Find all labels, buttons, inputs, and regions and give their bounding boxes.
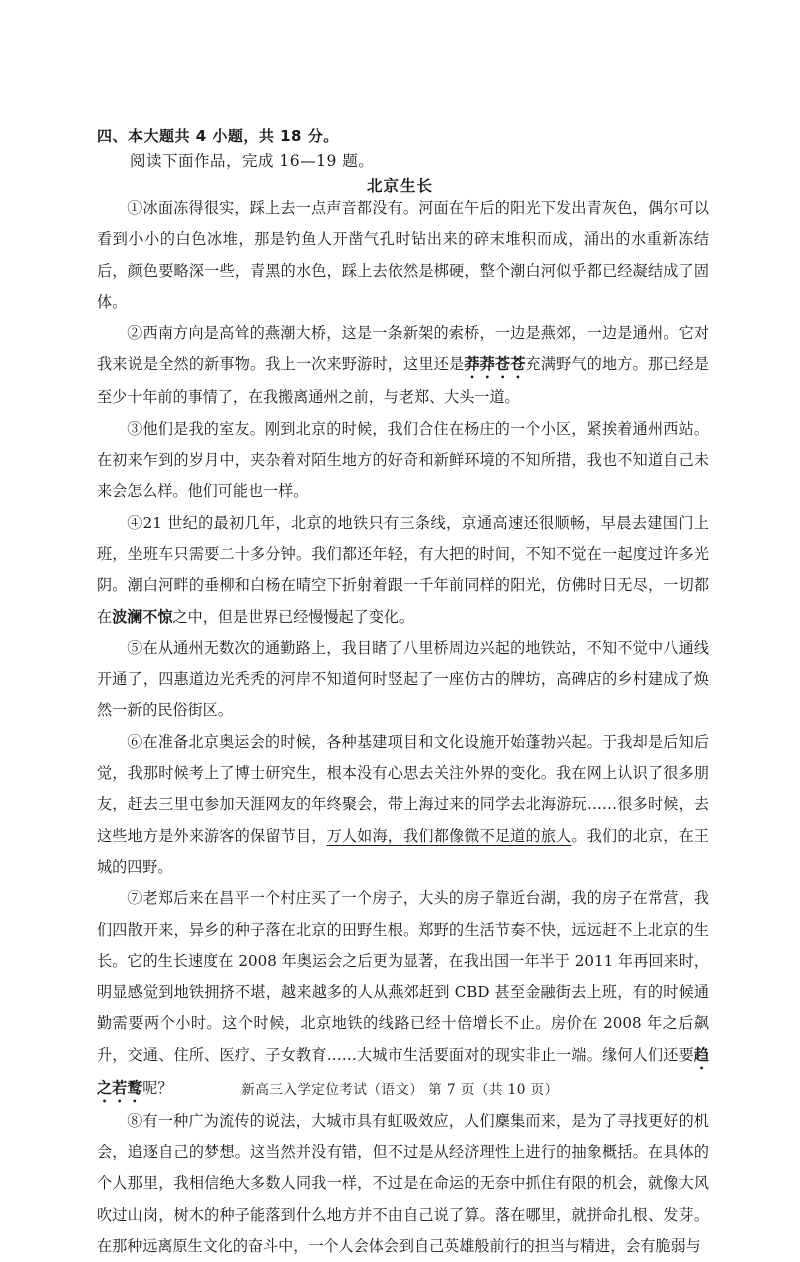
paragraph-1: ①冰面冻得很实，踩上去一点声音都没有。河面在午后的阳光下发出青灰色，偶尔可以看到小小的白色冰堆，那是钓鱼人开凿气孔时钻出来的碎末堆积而成，涌出的水重新冻结后，颜色要略深一些，青黑的水色，踩上去依然是梆硬，整个潮白河似乎都已经凝结成了固体。	[97, 199, 709, 311]
paragraph-6-text-b: 。我们的北京，在王城的四野。	[97, 826, 709, 876]
paragraph-2-text-b: 充满野气的地方。那已经是至少十年前的事情了，在我搬离通州之前，与老郑、大头一道。	[97, 355, 709, 407]
article-body	[97, 193, 709, 1262]
emphasized-word-bolan-bujing: 波澜不惊	[112, 607, 173, 626]
paragraph-4-text-a: ④21 世纪的最初几年，北京的地铁只有三条线，京通高速还很顺畅，早晨去建国门上班，坐班车只需要二十多分钟。我们都还年轻，有大把的时间，不知不觉在一起度过许多光阴。潮白河畔的垂柳和白杨在晴空下折射着跟一千年前同样的阳光，仿佛时日无尽，一切都在	[97, 513, 709, 626]
paragraph-6-text-a: ⑥在准备北京奥运会的时候，各种基建项目和文化设施开始蓬勃兴起。于我却是后知后觉，我那时候考上了博士研究生，根本没有心思去关注外界的变化。我在网上认识了很多朋友，赶去三里屯参加天涯网友的年终聚会，带上海过来的同学去北海游玩……很多时候，去这些地方是外来游客的保留节目，	[97, 732, 709, 845]
reading-instruction: 阅读下面作品，完成 16—19 题。	[130, 152, 375, 170]
page-footer: 新高三入学定位考试（语文） 第 7 页（共 10 页）	[241, 1082, 559, 1098]
paragraph-4-text-b: 之中，但是世界已经慢慢起了变化。	[172, 607, 415, 626]
paragraph-2-text-a: ②西南方向是高耸的燕潮大桥，这是一条新架的索桥，一边是燕郊，一边是通州。它对我来说是全然的新事物。我上一次来野游时，这里还是	[97, 324, 709, 374]
paragraph-3: ③他们是我的室友。刚到北京的时候，我们合住在杨庄的一个小区，紧挨着通州西站。在初来乍到的岁月中，夹杂着对陌生地方的好奇和新鲜环境的不知所措，我也不知道自己未来会怎么样。他们可能也一样。	[97, 419, 709, 501]
paragraph-6	[97, 727, 709, 883]
emphasized-word-mangmang-cangcang: 莽莽苍苍	[464, 355, 526, 374]
paragraph-7	[97, 883, 709, 1105]
paragraph-8: ⑧有一种广为流传的说法，大城市具有虹吸效应，人们麇集而来，是为了寻找更好的机会，追逐自己的梦想。这当然并没有错，但不过是从经济理性上进行的抽象概括。在具体的个人那里，我相信绝大多数人同我一样，不过是在命运的无奈中抓住有限的机会，就像大风吹过山岗，树木的种子能落到什么地方并不由自己说了算。落在哪里，就拼命扎根、发芽。在那种远离原生文化的奋斗中，一个人会体会到自己英雄般前行的担当与精进，会有脆弱与	[97, 1111, 709, 1255]
paragraph-5: ⑤在从通州无数次的通勤路上，我目睹了八里桥周边兴起的地铁站，不知不觉中八通线开通了，四惠道边光秃秃的河岸不知道何时竖起了一座仿古的牌坊，高碑店的乡村建成了焕然一新的民俗街区。	[97, 638, 709, 720]
paragraph-7-text-b: 呢？	[142, 1078, 173, 1097]
underlined-sentence: 万人如海，我们都像微不足道的旅人	[326, 826, 572, 845]
paragraph-2	[97, 318, 709, 414]
emphasized-word-quzhi-ruowu: 趋之若鹜	[97, 1045, 709, 1097]
paragraph-7-text-a: ⑦老郑后来在昌平一个村庄买了一个房子，大头的房子靠近台湖，我的房子在常营，我们四散开来，异乡的种子落在北京的田野生根。郑野的生活节奏不快，远远赶不上北京的生长。它的生长速度在 2008 年奥运会之后更为显著，在我出国一年半于 2011 年再回来时，明显感觉到地铁拥挤不堪，越来越多的人从燕郊赶到 CBD 甚至金融街去上班，有的时候通勤需要两个小时。这个时候，北京地铁的线路已经十倍增长不止。房价在 2008 年之后飙升，交通、住所、医疗、子女教育……大城市生活要面对的现实非止一端。缘何人们还要	[97, 889, 709, 1064]
article-title: 北京生长	[366, 177, 433, 195]
section-heading: 四、本大题共 4 小题，共 18 分。	[97, 127, 339, 145]
paragraph-4	[97, 508, 709, 633]
